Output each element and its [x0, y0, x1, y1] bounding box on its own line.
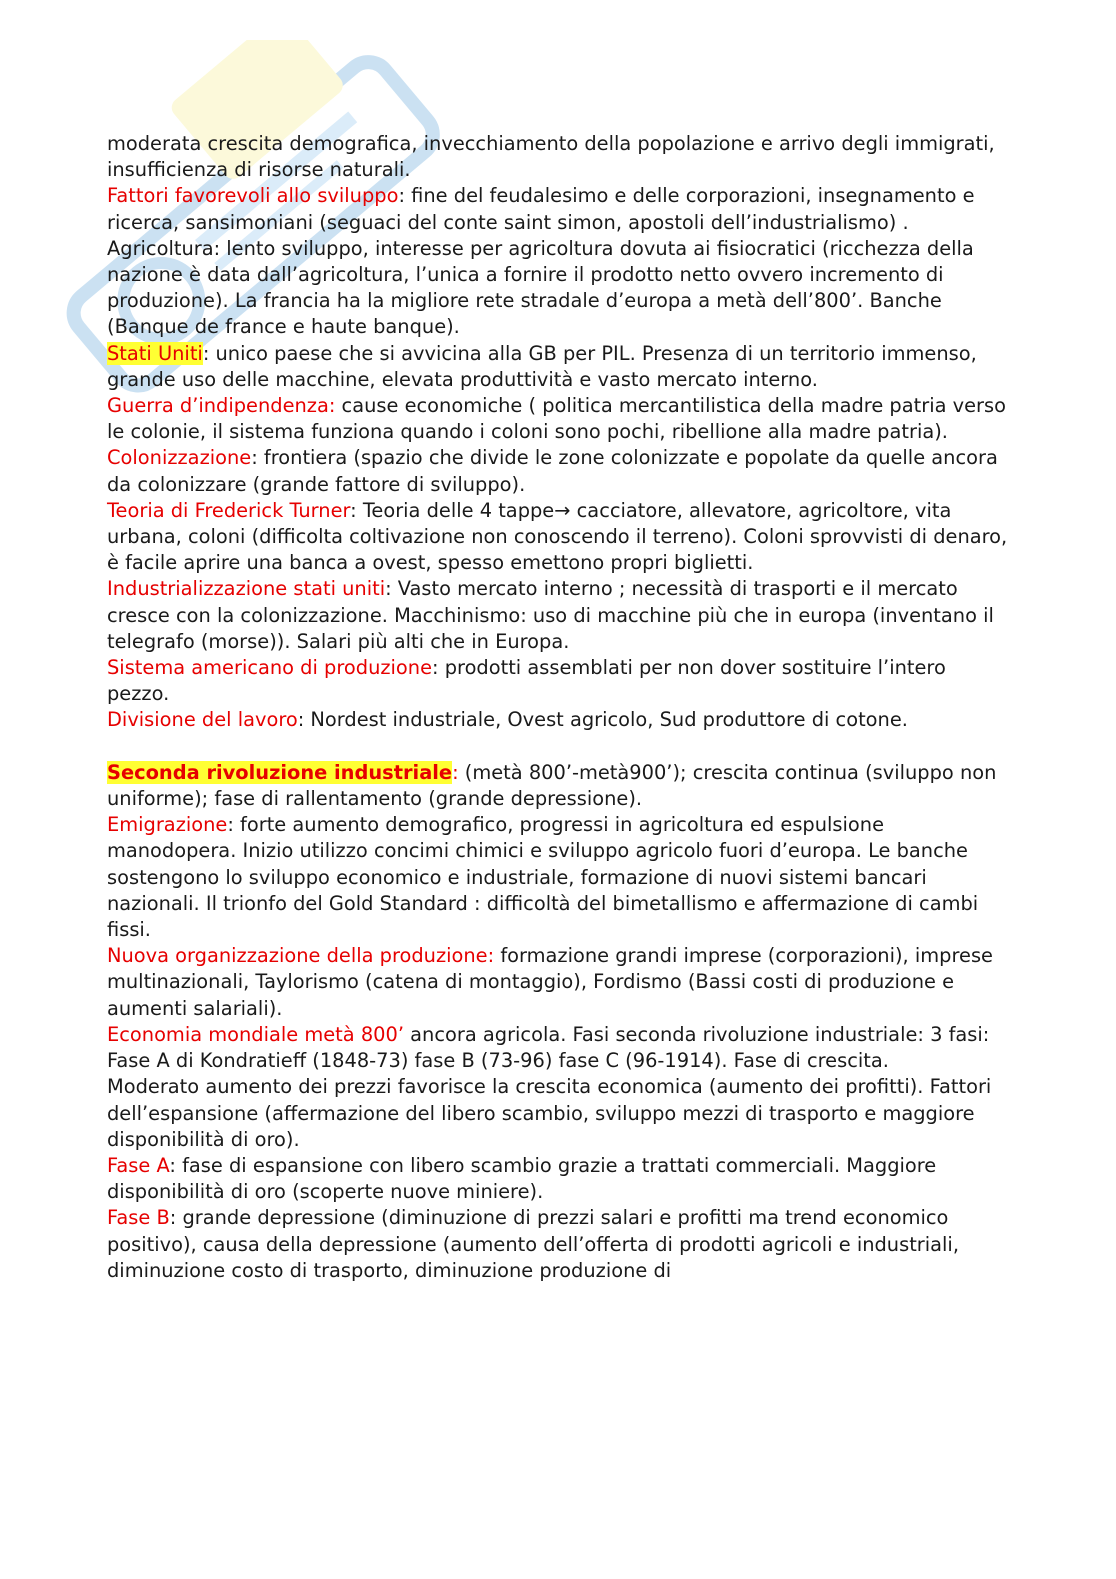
paragraph: Fattori favorevoli allo sviluppo: fine del feudalesimo e delle corporazioni, insegnamento e ricerca, sansimoniani (seguaci del conte saint simon, apostoli dell’industrialismo) .	[107, 184, 975, 234]
heading-highlighted: Stati Uniti	[107, 341, 203, 365]
paragraph: Sistema americano di produzione: prodotti assemblati per non dover sostituire l’intero pezzo.	[107, 656, 946, 706]
heading-red: Guerra d’indipendenza:	[107, 394, 336, 418]
heading-red: Fase A	[107, 1153, 170, 1177]
heading-red: Fase B	[107, 1206, 170, 1230]
heading-red: Sistema americano di produzione	[107, 656, 433, 680]
heading-red: Divisione del lavoro	[107, 708, 298, 732]
heading-red: Colonizzazione	[107, 446, 252, 470]
paragraph: Divisione del lavoro: Nordest industriale, Ovest agricolo, Sud produttore di cotone.	[107, 708, 908, 732]
blank-line	[107, 734, 1012, 760]
paragraph: Moderato aumento dei prezzi favorisce la crescita economica (aumento dei profitti). Fattori dell’espansione (affermazione del libero scambio, sviluppo mezzi di trasporto e maggiore disponibilità di oro).	[107, 1075, 992, 1151]
paragraph: Emigrazione: forte aumento demografico, progressi in agricoltura ed espulsione manodopera. Inizio utilizzo concimi chimici e sviluppo agricolo fuori d’europa. Le banche sostengono lo sviluppo economico e industriale, formazione di nuovi sistemi bancari nazionali. Il trionfo del Gold Standard : difficoltà del bimetallismo e affermazione di cambi fissi.	[107, 813, 979, 942]
document-body	[107, 131, 1012, 1284]
paragraph: Fase A: fase di espansione con libero scambio grazie a trattati commerciali. Maggiore disponibilità di oro (scoperte nuove miniere).	[107, 1153, 937, 1204]
paragraph: Guerra d’indipendenza: cause economiche ( politica mercantilistica della madre patria verso le colonie, il sistema funziona quando i coloni sono pochi, ribellione alla madre patria).	[107, 394, 1006, 444]
paragraph: Economia mondiale metà 800’ ancora agricola. Fasi seconda rivoluzione industriale: 3 fasi: Fase A di Kondratieff (1848-73) fase B (73-96) fase C (96-1914). Fase di crescita.	[107, 1022, 990, 1073]
paragraph: Colonizzazione: frontiera (spazio che divide le zone colonizzate e popolate da quelle ancora da colonizzare (grande fattore di sviluppo).	[107, 446, 998, 496]
paragraph: Nuova organizzazione della produzione: formazione grandi imprese (corporazioni), imprese multinazionali, Taylorismo (catena di montaggio), Fordismo (Bassi costi di produzione e aumenti salariali).	[107, 944, 993, 1020]
paragraph: Stati Uniti: unico paese che si avvicina alla GB per PIL. Presenza di un territorio immenso, grande uso delle macchine, elevata produttività e vasto mercato interno.	[107, 341, 977, 391]
paragraph: Industrializzazione stati uniti: Vasto mercato interno ; necessità di trasporti e il mercato cresce con la colonizzazione. Macchinismo: uso di macchine più che in europa (inventano il telegrafo (morse)). Salari più alti che in Europa.	[107, 577, 994, 653]
heading-red: Fattori favorevoli allo sviluppo	[107, 184, 399, 208]
section-title: Seconda rivoluzione industriale	[107, 760, 453, 784]
paragraph: Fase B: grande depressione (diminuzione di prezzi salari e profitti ma trend economico positivo), causa della depressione (aumento dell’offerta di prodotti agricoli e industriali, diminuzione costo di trasporto, diminuzione produzione di	[107, 1206, 959, 1282]
heading-red: Teoria di Frederick Turner	[107, 498, 351, 522]
paragraph: moderata crescita demografica, invecchiamento della popolazione e arrivo degli immigrati, insufficienza di risorse naturali.	[107, 132, 995, 182]
paragraph: Agricoltura: lento sviluppo, interesse per agricoltura dovuta ai fisiocratici (ricchezza della nazione è data dall’agricoltura, l’unica a fornire il prodotto netto ovvero incremento di produzione). La francia ha la migliore rete stradale d’europa a metà dell’800’. Banche (Banque de france e haute banque).	[107, 236, 974, 339]
heading-red: Nuova organizzazione della produzione:	[107, 944, 495, 968]
paragraph: Teoria di Frederick Turner: Teoria delle 4 tappe→ cacciatore, allevatore, agricoltore, vita urbana, coloni (difficolta coltivazione non conoscendo il terreno). Coloni sprovvisti di denaro, è facile aprire una banca a ovest, spesso emettono propri biglietti.	[107, 498, 1008, 575]
heading-red: Industrializzazione stati uniti	[107, 577, 386, 601]
heading-red: Emigrazione	[107, 813, 228, 837]
section-paragraph: Seconda rivoluzione industriale: (metà 800’-metà900’); crescita continua (sviluppo non uniforme); fase di rallentamento (grande depressione).	[107, 760, 997, 811]
heading-red: Economia mondiale metà 800’	[107, 1022, 404, 1046]
